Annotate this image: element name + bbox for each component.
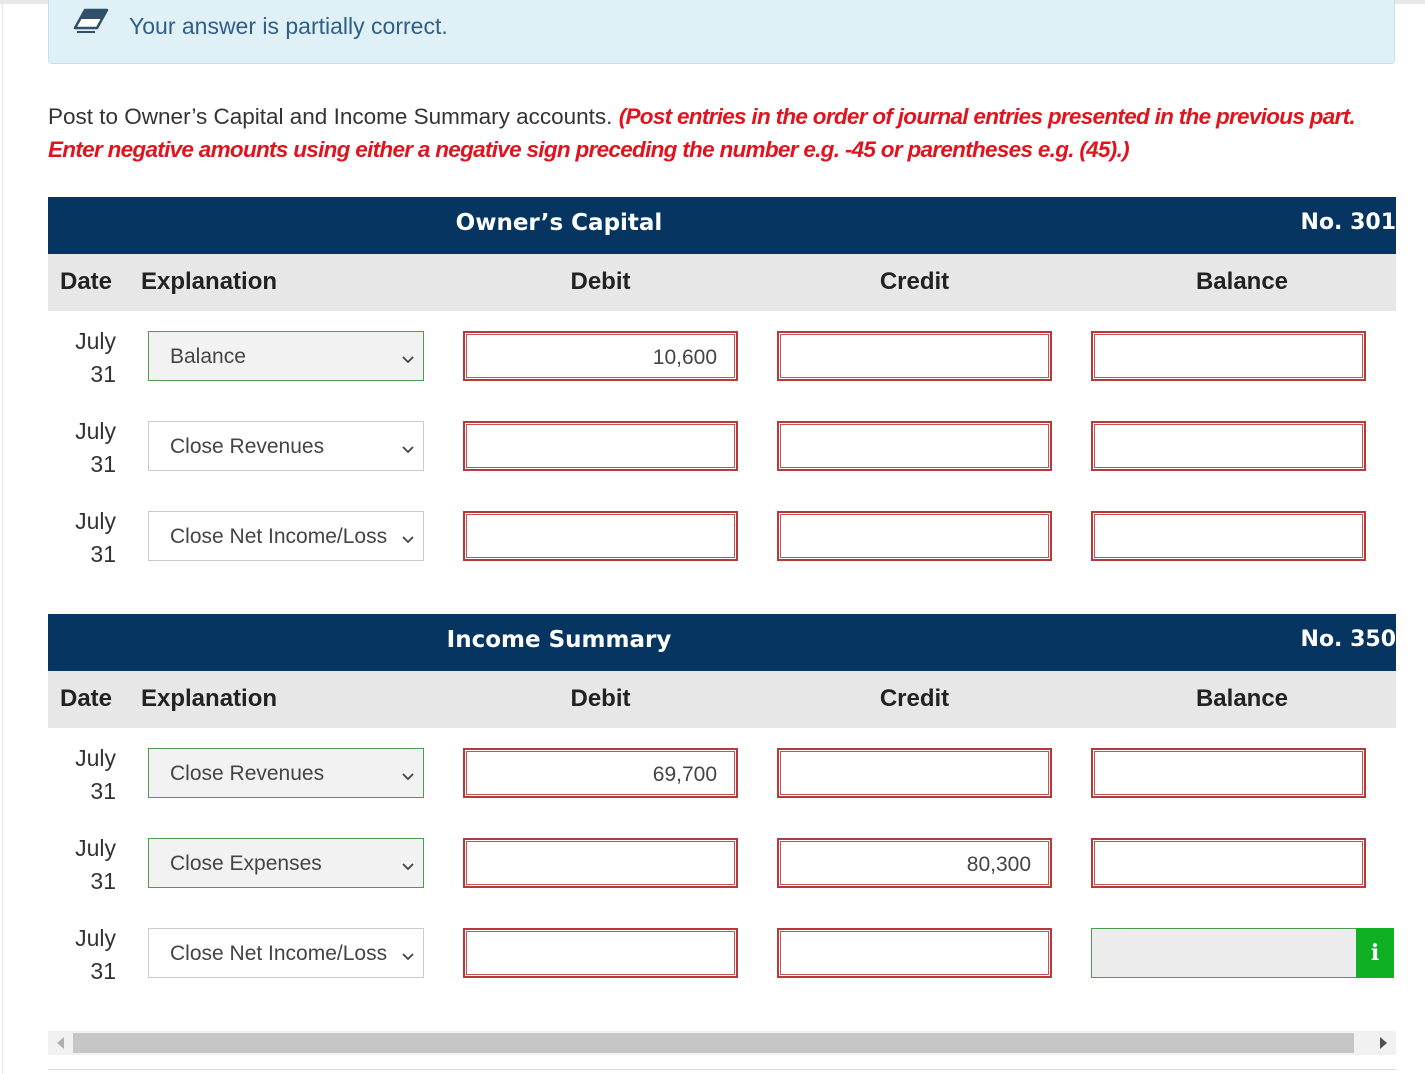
debit-input[interactable] bbox=[463, 331, 738, 381]
account-header bbox=[48, 197, 1396, 254]
account-number: No. 301 bbox=[1300, 210, 1396, 235]
horizontal-scrollbar[interactable] bbox=[48, 1031, 1396, 1055]
feedback-text: Your answer is partially correct. bbox=[129, 13, 448, 39]
debit-input[interactable] bbox=[463, 928, 738, 978]
balance-input[interactable] bbox=[1091, 421, 1366, 471]
entry-date bbox=[48, 415, 116, 481]
scrollbar-thumb[interactable] bbox=[73, 1033, 1354, 1053]
chevron-down-icon bbox=[401, 946, 415, 960]
pencil-eraser-icon bbox=[73, 8, 109, 34]
explanation-value: Balance bbox=[170, 345, 246, 368]
ledger-row bbox=[48, 745, 1396, 808]
scroll-right-arrow-icon[interactable] bbox=[1380, 1037, 1387, 1049]
entry-month: July bbox=[75, 745, 116, 771]
info-icon[interactable]: i bbox=[1356, 928, 1394, 978]
left-divider bbox=[2, 0, 3, 1074]
credit-input[interactable] bbox=[777, 838, 1052, 888]
balance-input[interactable] bbox=[1091, 511, 1366, 561]
column-debit: Debit bbox=[570, 268, 631, 295]
entry-date bbox=[48, 325, 116, 391]
entry-day: 31 bbox=[90, 541, 116, 567]
column-balance: Balance bbox=[1195, 685, 1289, 712]
column-credit: Credit bbox=[879, 685, 950, 712]
entry-month: July bbox=[75, 508, 116, 534]
scroll-left-arrow-icon[interactable] bbox=[57, 1037, 64, 1049]
instructions-note: (Post entries in the order of journal entries presented in the previous part. Enter negative amounts using either a negative sign preceding the number e.g. -45 or parentheses e.g. (45).) bbox=[48, 104, 1355, 162]
bottom-divider bbox=[48, 1069, 1396, 1070]
entry-month: July bbox=[75, 925, 116, 951]
account-title: Income Summary bbox=[446, 627, 672, 653]
credit-input[interactable] bbox=[777, 928, 1052, 978]
explanation-select[interactable] bbox=[148, 331, 424, 381]
balance-input[interactable] bbox=[1091, 838, 1366, 888]
explanation-select[interactable] bbox=[148, 838, 424, 888]
balance-input[interactable] bbox=[1091, 331, 1366, 381]
chevron-down-icon bbox=[401, 766, 415, 780]
column-date: Date bbox=[60, 268, 113, 295]
chevron-down-icon bbox=[401, 349, 415, 363]
entry-month: July bbox=[75, 328, 116, 354]
entry-day: 31 bbox=[90, 868, 116, 894]
explanation-value: Close Net Income/Loss bbox=[170, 942, 388, 965]
account-number: No. 350 bbox=[1300, 627, 1396, 652]
chevron-down-icon bbox=[401, 529, 415, 543]
entry-date bbox=[48, 832, 116, 898]
credit-input[interactable] bbox=[777, 331, 1052, 381]
chevron-down-icon bbox=[401, 856, 415, 870]
instructions-text: Post to Owner’s Capital and Income Summary accounts. bbox=[48, 104, 619, 129]
explanation-select[interactable] bbox=[148, 748, 424, 798]
instructions bbox=[48, 100, 1408, 166]
debit-value: 69,700 bbox=[652, 763, 717, 786]
entry-day: 31 bbox=[90, 451, 116, 477]
account-header bbox=[48, 614, 1396, 671]
ledger-row bbox=[48, 925, 1396, 988]
credit-input[interactable] bbox=[777, 511, 1052, 561]
entry-date bbox=[48, 922, 116, 988]
ledger-row bbox=[48, 508, 1396, 571]
column-balance: Balance bbox=[1195, 268, 1289, 295]
ledger-row bbox=[48, 835, 1396, 898]
entry-date bbox=[48, 505, 116, 571]
entry-month: July bbox=[75, 835, 116, 861]
credit-input[interactable] bbox=[777, 421, 1052, 471]
account-title: Owner’s Capital bbox=[455, 210, 663, 236]
debit-input[interactable] bbox=[463, 748, 738, 798]
column-explanation: Explanation bbox=[141, 268, 278, 295]
explanation-select[interactable] bbox=[148, 928, 424, 978]
explanation-value: Close Expenses bbox=[170, 852, 322, 875]
ledger-row bbox=[48, 328, 1396, 391]
column-headers bbox=[48, 254, 1396, 311]
debit-value: 10,600 bbox=[652, 346, 717, 369]
explanation-value: Close Net Income/Loss bbox=[170, 525, 388, 548]
entry-day: 31 bbox=[90, 778, 116, 804]
credit-value: 80,300 bbox=[966, 853, 1031, 876]
entry-day: 31 bbox=[90, 361, 116, 387]
debit-input[interactable] bbox=[463, 421, 738, 471]
entry-month: July bbox=[75, 418, 116, 444]
column-debit: Debit bbox=[570, 685, 631, 712]
entry-day: 31 bbox=[90, 958, 116, 984]
credit-input[interactable] bbox=[777, 748, 1052, 798]
balance-input[interactable] bbox=[1091, 928, 1356, 978]
explanation-value: Close Revenues bbox=[170, 762, 325, 785]
debit-input[interactable] bbox=[463, 838, 738, 888]
balance-input[interactable] bbox=[1091, 748, 1366, 798]
column-credit: Credit bbox=[879, 268, 950, 295]
explanation-value: Close Revenues bbox=[170, 435, 325, 458]
feedback-banner bbox=[48, 0, 1395, 64]
column-date: Date bbox=[60, 685, 113, 712]
entry-date bbox=[48, 742, 116, 808]
ledger-row bbox=[48, 418, 1396, 481]
column-explanation: Explanation bbox=[141, 685, 278, 712]
debit-input[interactable] bbox=[463, 511, 738, 561]
chevron-down-icon bbox=[401, 439, 415, 453]
explanation-select[interactable] bbox=[148, 511, 424, 561]
column-headers bbox=[48, 671, 1396, 728]
explanation-select[interactable] bbox=[148, 421, 424, 471]
